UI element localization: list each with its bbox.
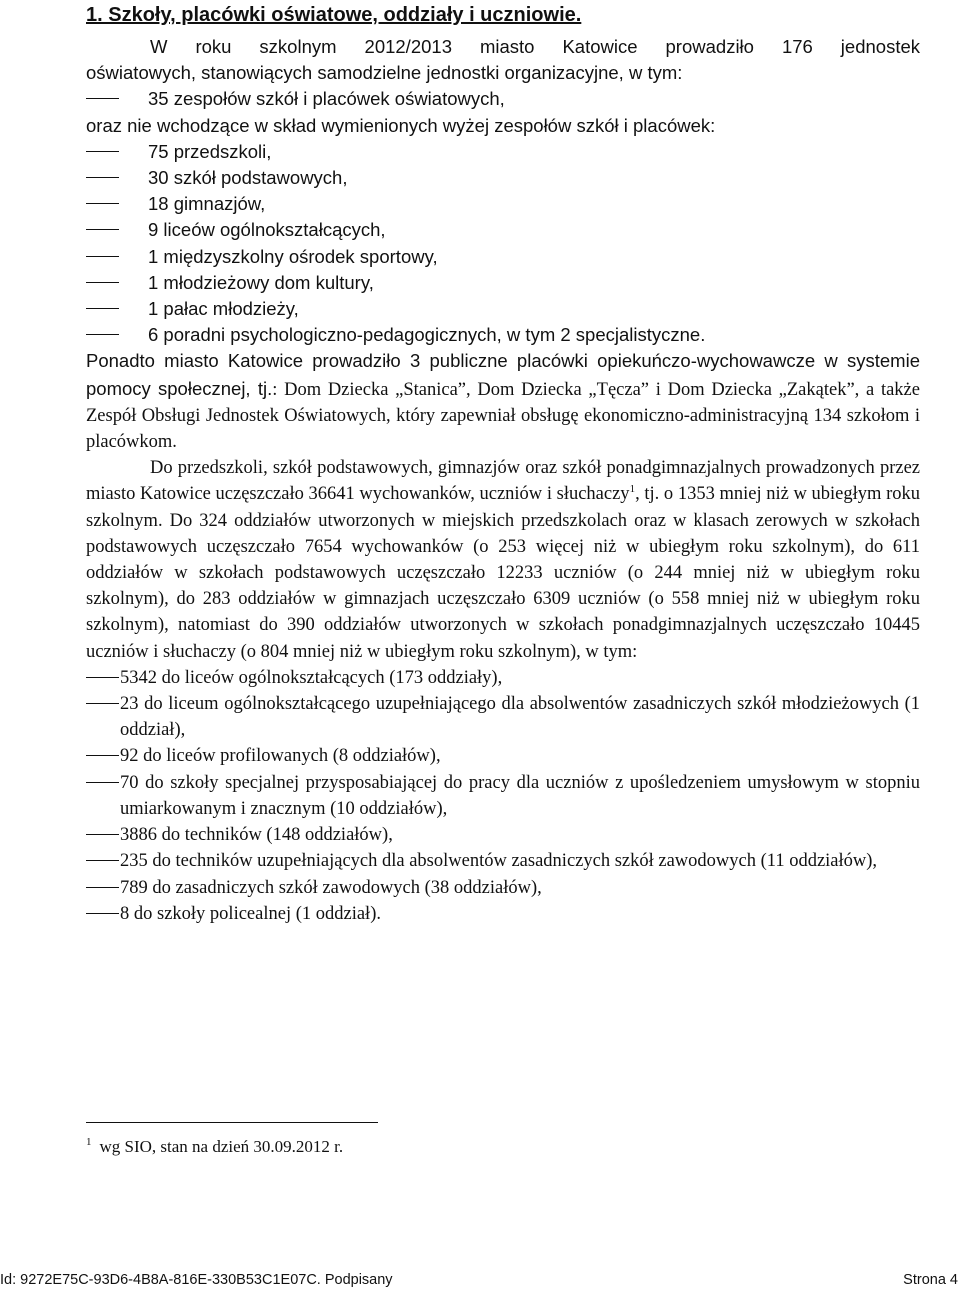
list-item-text: 8 do szkoły policealnej (1 oddział). [120,903,381,924]
dash-bullet-icon [86,755,119,756]
dash-bullet-icon [86,913,119,914]
list-item-text: 3886 do techników (148 oddziałów), [120,825,393,846]
students-text-part-1: Do przedszkoli, szkół podstawowych, gimnazjów oraz szkół ponadgimnazjalnych prowadzonych przez miasto Katowice uczęszczało 36641 wychowanków, uczniów i słuchaczy [86,458,920,505]
dash-bullet-icon [86,177,119,178]
dash-bullet-icon [86,334,119,335]
dash-bullet-icon [86,203,119,204]
list-item [86,270,920,296]
list-item [86,743,920,769]
footnote-separator [86,1122,378,1123]
footnote-reference[interactable]: 1 [629,483,636,496]
list-item [86,217,920,243]
list-item [86,770,920,822]
dash-bullet-icon [86,887,119,888]
dash-bullet-icon [86,834,119,835]
care-facilities-paragraph [86,348,920,455]
list-item-text: 92 do liceów profilowanych (8 oddziałów), [120,746,441,767]
list-item [86,244,920,270]
dash-bullet-icon [86,282,119,283]
list-item-text: 789 do zasadniczych szkół zawodowych (38 oddziałów), [120,877,542,898]
dash-bullet-icon [86,860,119,861]
care-text-part-1: Ponadto miasto Katowice prowadziło 3 publiczne placówki opiekuńczo-wychowawcze w systemie pomocy społecznej, tj. [86,350,920,399]
list-item [86,165,920,191]
list-item-text: 6 poradni psychologiczno-pedagogicznych, w tym 2 specjalistyczne. [148,324,706,346]
list-item [86,822,920,848]
list-item-text: 1 młodzieżowy dom kultury, [148,271,374,293]
footnote-mark: 1 [86,1136,92,1149]
footnote [86,1136,343,1158]
intro-line-2: oświatowych, stanowiących samodzielne jednostki organizacyjne, w tym: [86,62,683,84]
list-item [86,901,920,927]
document-id-footer: Id: 9272E75C-93D6-4B8A-816E-330B53C1E07C. Podpisany [0,1272,393,1288]
list-item [86,296,920,322]
list-item [86,665,920,691]
list-item [86,848,920,874]
list-item-text: 30 szkół podstawowych, [148,167,348,189]
dash-bullet-icon [86,256,119,257]
list-item [86,691,920,743]
dash-bullet-icon [86,782,119,783]
secondary-schools-list [86,665,920,927]
units-list [86,139,920,349]
intro-also: oraz nie wchodzące w skład wymienionych wyżej zespołów szkół i placówek: [86,114,716,136]
students-paragraph [86,455,920,665]
page-number: Strona 4 [903,1272,958,1288]
care-text-part-2: : Dom Dziecka „Stanica”, Dom Dziecka „Tęcza” i Dom Dziecka „Zakątek”, a także Zespół Obsługi Jednostek Oświatowych, który zapewniał obsługę ekonomiczno-administracyjną 134 szkołom i placówkom. [86,379,920,453]
list-item-text: 35 zespołów szkół i placówek oświatowych, [148,88,505,110]
list-item-text: 23 do liceum ogólnokształcącego uzupełniającego dla absolwentów zasadniczych szkół młodzieżowych (1 oddział), [120,694,920,741]
list-item-text: 1 pałac młodzieży, [148,298,299,320]
document-body [86,34,920,927]
list-item-text: 5342 do liceów ogólnokształcących (173 oddziały), [120,667,503,688]
dash-bullet-icon [86,703,119,704]
dash-bullet-icon [86,151,119,152]
list-item-text: 18 gimnazjów, [148,193,266,215]
list-item [86,322,920,348]
list-item [86,875,920,901]
dash-bullet-icon [86,229,119,230]
list-item-text: 70 do szkoły specjalnej przysposabiającej do pracy dla uczniów z upośledzeniem umysłowym w stopniu umiarkowanym i znacznym (10 oddziałów), [120,772,920,819]
footnote-text: wg SIO, stan na dzień 30.09.2012 r. [99,1137,344,1156]
dash-bullet-icon [86,98,119,99]
list-item [86,86,920,112]
list-item-text: 75 przedszkoli, [148,140,272,162]
list-item-text: 1 międzyszkolny ośrodek sportowy, [148,245,438,267]
list-item-text: 9 liceów ogólnokształcących, [148,219,386,241]
list-item-text: 235 do techników uzupełniających dla absolwentów zasadniczych szkół zawodowych (11 oddziałów), [120,851,878,872]
list-item [86,191,920,217]
section-heading: 1. Szkoły, placówki oświatowe, oddziały i uczniowie. [86,4,582,26]
list-item [86,139,920,165]
intro-line-1: W roku szkolnym 2012/2013 miasto Katowice prowadziło 176 jednostek [150,36,920,57]
dash-bullet-icon [86,677,119,678]
students-text-part-2: , tj. o 1353 mniej niż w ubiegłym roku szkolnym. Do 324 oddziałów utworzonych w miejskich przedszkolach oraz w klasach zerowych w szkołach podstawowych uczęszczało 7654 wychowanków (o 253 więcej niż w ubiegłym roku szkolnym), do 611 oddziałów w szkołach podstawowych uczęszczało 12233 uczniów (o 244 mniej niż w ubiegłym roku szkolnym), do 283 oddziałów w gimnazjach uczęszczało 6309 uczniów (o 558 mniej niż w ubiegłym roku szkolnym), natomiast do 390 oddziałów utworzonych w szkołach ponadgimnazjalnych uczęszczało 10445 uczniów i słuchaczy (o 804 mniej niż w ubiegłym roku szkolnym), w tym: [86,484,920,662]
dash-bullet-icon [86,308,119,309]
